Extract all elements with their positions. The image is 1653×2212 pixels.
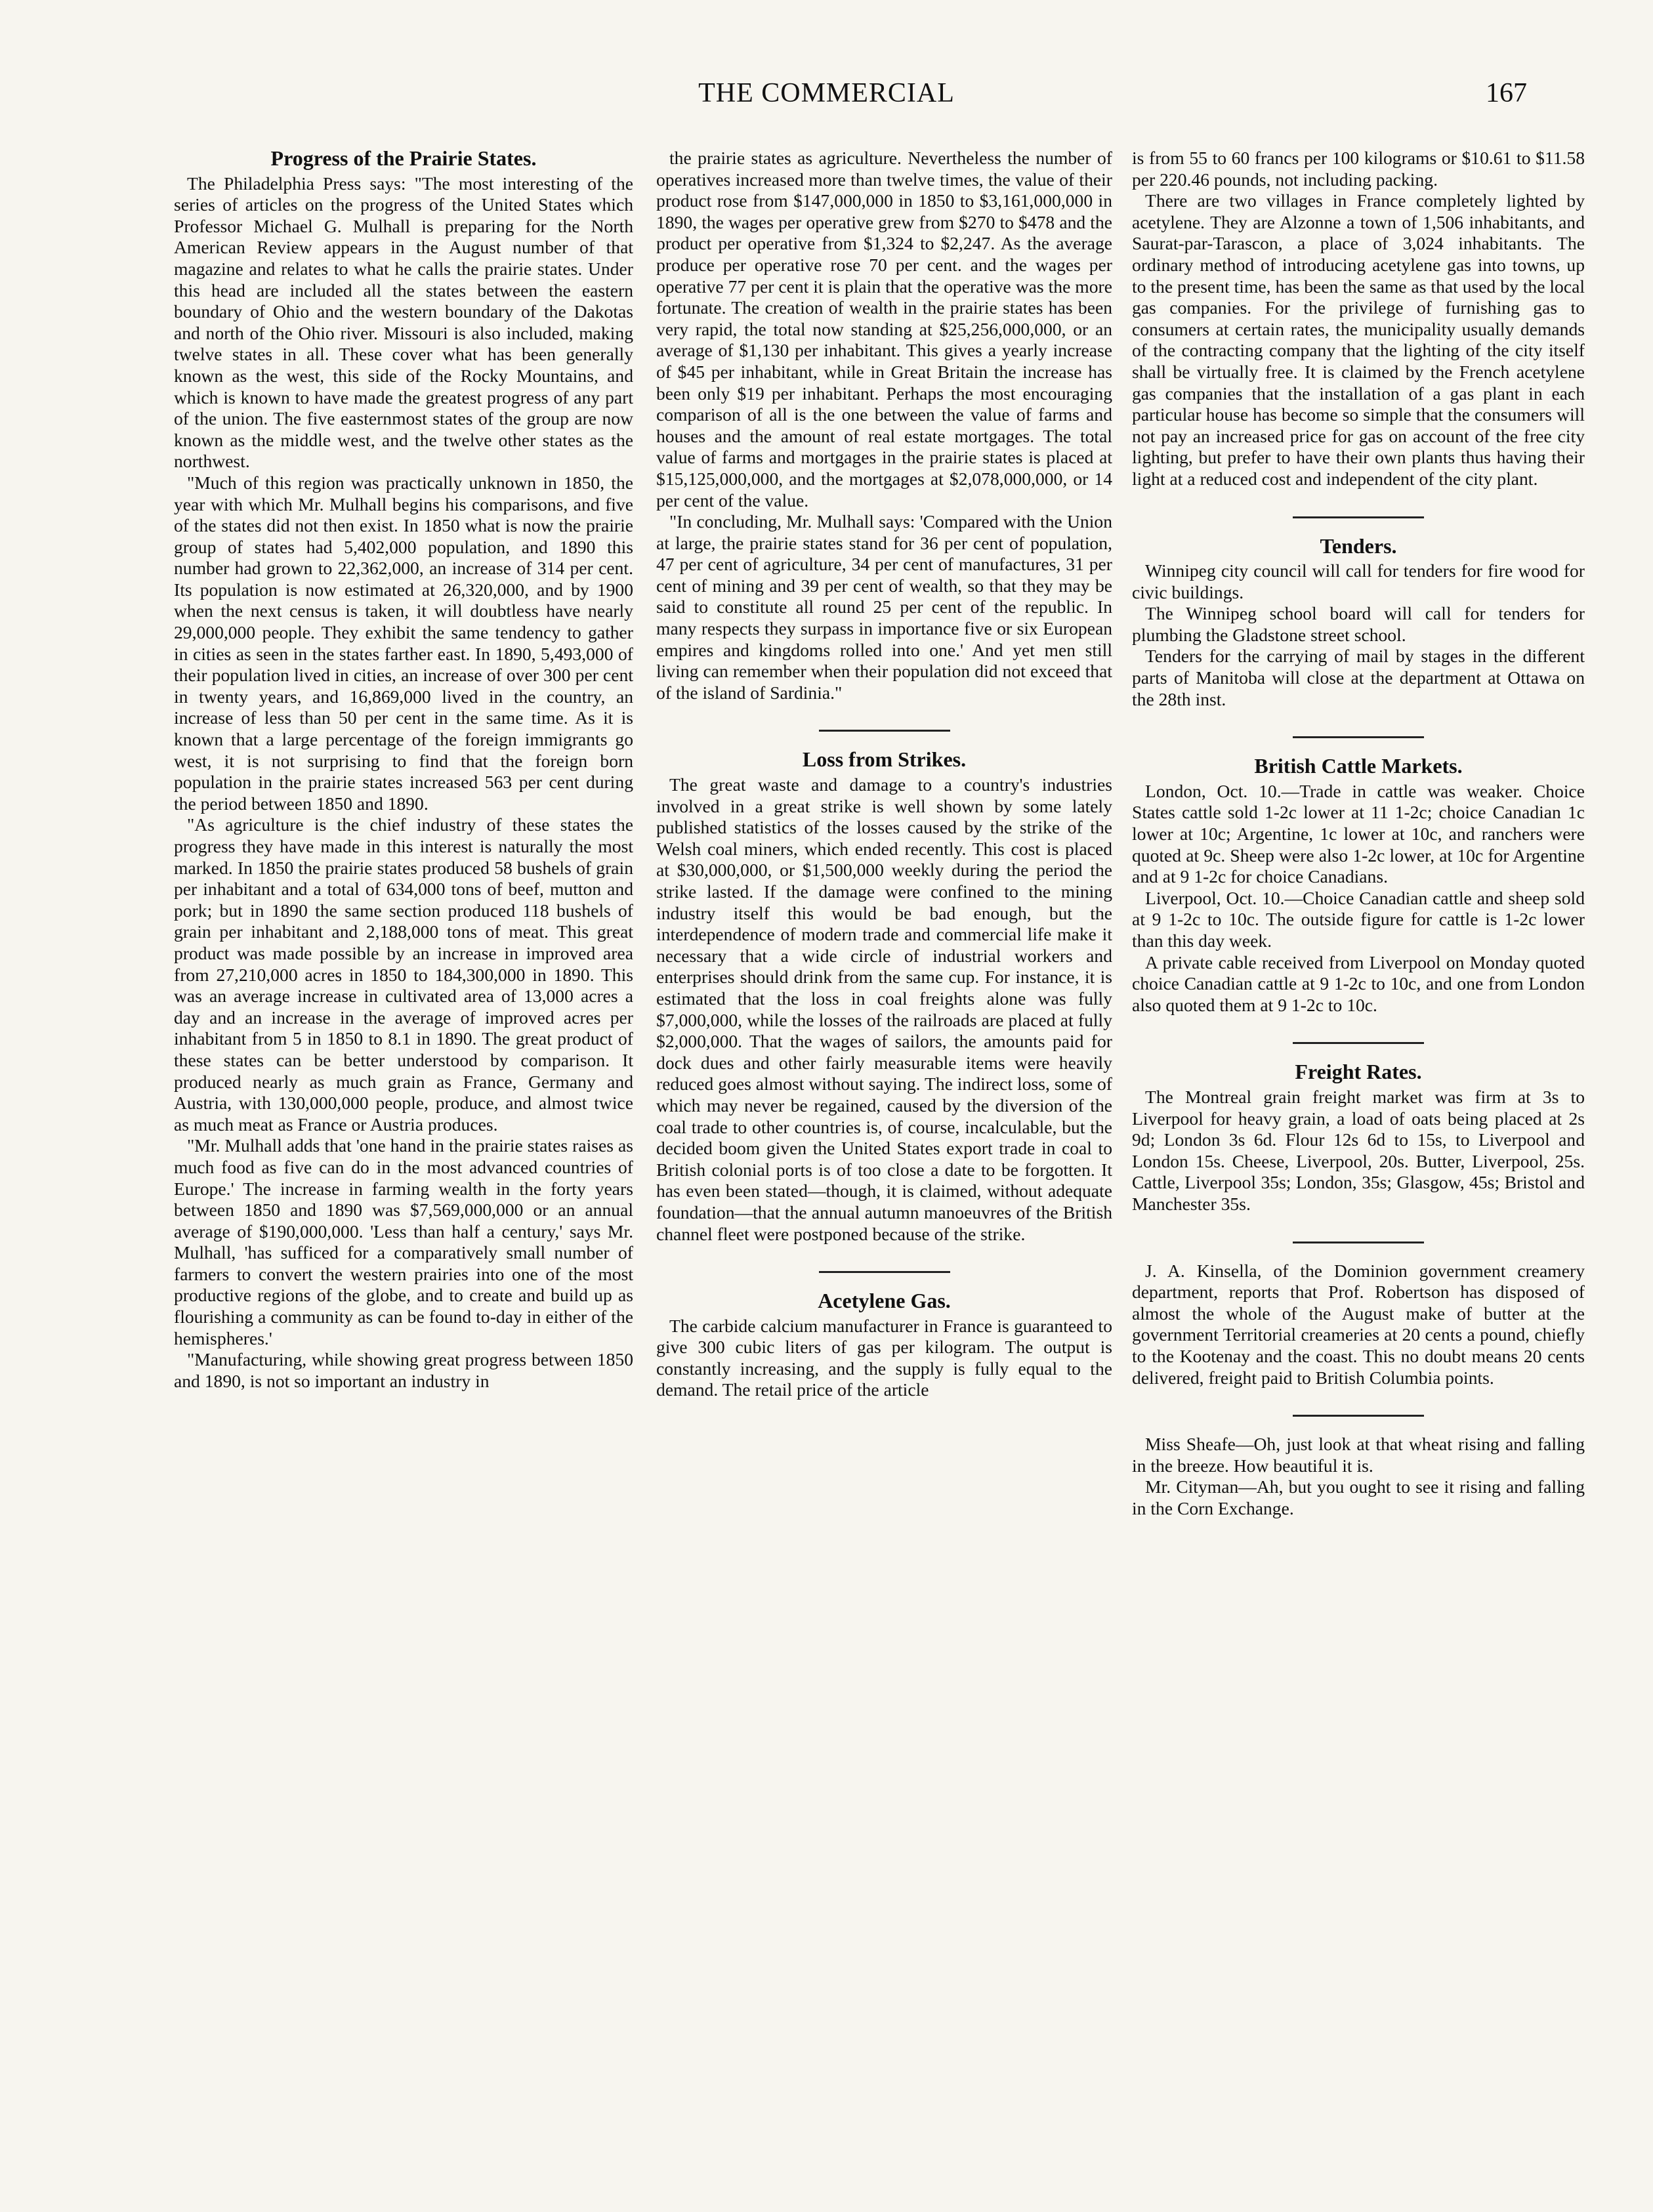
paragraph: The Winnipeg school board will call for tenders for plumbing the Gladstone street school. (1132, 603, 1585, 645)
article-heading-acetylene: Acetylene Gas. (818, 1289, 951, 1313)
article-heading-freight: Freight Rates. (1295, 1060, 1422, 1084)
paragraph: "Much of this region was practically unknown in 1850, the year with which Mr. Mulhall begins his comparisons, and five of the states did not then exist. In 1850 what is now the prairie group of states had 5,402,000 population, and 1890 this number had grown to 22,362,000, an increase of 314 per cent. Its population is now estimated at 26,320,000, and by 1900 when the next census is taken, it will doubtless have nearly 29,000,000 people. They exhibit the same tendency to gather in cities as seen in the states farther east. In 1890, 5,493,000 of their population lived in cities, an increase of over 300 per cent in twenty years, and 16,869,000 lived in the country, an increase of less than 50 per cent in the same time. As it is known that a large percentage of the foreign immigrants go west, it is not surprising to find that the foreign born population in the prairie states increased 563 per cent during the period between 1850 and 1890. (174, 472, 633, 814)
paragraph: The Montreal grain freight market was firm at 3s to Liverpool for heavy grain, a load of oats being placed at 2s 9d; London 3s 6d. Flour 12s 6d to 15s, to Liverpool and London 15s. Cheese, Liverpool, 20s. Butter, Liverpool, 25s. Cattle, Liverpool 35s; London, 35s; Glasgow, 45s; Bristol and Manchester 35s. (1132, 1086, 1585, 1214)
paragraph: There are two villages in France completely lighted by acetylene. They are Alzonne a town of 1,506 inhabitants, and Saurat-par-Tarascon, a place of 3,024 inhabitants. The ordinary method of introducing acetylene gas into towns, up to the present time, has been the same as that used by the local gas companies. For the privilege of furnishing gas to consumers at certain rates, the municipality usually demands of the contracting company that the lighting of the city itself shall be virtually free. It is claimed by the French acetylene gas companies that the installation of a gas plant in each particular house has become so simple that the consumers will not pay an increased price for gas on account of the free city lighting, but prefer to have their own plants thus having their light at a reduced cost and independent of the city plant. (1132, 190, 1585, 489)
paragraph: The great waste and damage to a country's industries involved in a great strike is well shown by some lately published statistics of the losses caused by the strike of the Welsh coal miners, which ended recently. This cost is placed at $30,000,000, or $1,500,000 weekly during the period the strike lasted. If the damage were confined to the mining industry itself this would be bad enough, but the interdependence of modern trade and commercial life make it necessary that a wide circle of industrial workers and enterprises should drink from the same cup. For instance, it is estimated that the loss in coal freights alone was fully $7,000,000, while the losses of the railroads are placed at fully $2,000,000. That the wages of sailors, the amounts paid for dock dues and other fairly measurable items were heavily reduced goes almost without saying. The indirect loss, some of which may never be regained, caused by the diversion of the coal trade to other countries is, of course, incalculable, but the decided boom given the United States export trade in coal to British colonial ports is of too close a date to be forgotten. It has even been stated—though, it is claimed, without adequate foundation—that the annual autumn manoeuvres of the British channel fleet were postponed because of the strike. (656, 774, 1112, 1244)
divider (1293, 1042, 1424, 1044)
paragraph: The carbide calcium manufacturer in France is guaranteed to give 300 cubic liters of gas per kilogram. The output is constantly increasing, and the supply is fully equal to the demand. The retail price of the article (656, 1315, 1112, 1400)
article-heading-prairie: Progress of the Prairie States. (270, 146, 537, 170)
paragraph: Tenders for the carrying of mail by stages in the different parts of Manitoba will close at the department at Ottawa on the 28th inst. (1132, 646, 1585, 709)
paragraph: is from 55 to 60 francs per 100 kilograms or $10.61 to $11.58 per 220.46 pounds, not including packing. (1132, 148, 1585, 190)
column-2 (656, 148, 1112, 1401)
paragraph: "Mr. Mulhall adds that 'one hand in the prairie states raises as much food as five can do in the most advanced countries of Europe.' The increase in farming wealth in the forty years between 1850 and 1890 was $7,569,000,000 or an annual average of $190,000,000. 'Less than half a century,' says Mr. Mulhall, 'has sufficed for a comparatively small number of farmers to convert the western prairies into one of the most productive regions of the globe, and to create and build up as flourishing a community as can be found to-day in either of the hemispheres.' (174, 1135, 633, 1348)
paragraph: "In concluding, Mr. Mulhall says: 'Compared with the Union at large, the prairie states stand for 36 per cent of population, 47 per cent of agriculture, 34 per cent of manufactures, 31 per cent of mining and 39 per cent of wealth, so that they may be said to constitute all round 25 per cent of the republic. In many respects they surpass in importance five or six European empires and kingdoms rolled into one.' And yet men still living can remember when their population did not exceed that of the island of Sardinia." (656, 511, 1112, 703)
article-heading-strikes: Loss from Strikes. (802, 747, 967, 772)
paragraph: J. A. Kinsella, of the Dominion government creamery department, reports that Prof. Robertson has disposed of almost the whole of the August make of butter at the government Territorial creameries at 20 cents a pound, chiefly to the Kootenay and the coast. This no doubt means 20 cents delivered, freight paid to British Columbia points. (1132, 1260, 1585, 1388)
paragraph: Mr. Cityman—Ah, but you ought to see it rising and falling in the Corn Exchange. (1132, 1476, 1585, 1518)
paragraph: A private cable received from Liverpool on Monday quoted choice Canadian cattle at 9 1-2c to 10c, and one from London also quoted them at 9 1-2c to 10c. (1132, 951, 1585, 1015)
divider (1293, 1242, 1424, 1243)
paragraph: Winnipeg city council will call for tenders for fire wood for civic buildings. (1132, 560, 1585, 602)
divider (819, 730, 950, 732)
paragraph: Miss Sheafe—Oh, just look at that wheat rising and falling in the breeze. How beautiful it is. (1132, 1434, 1585, 1476)
divider (1293, 1415, 1424, 1417)
paragraph: The Philadelphia Press says: "The most interesting of the series of articles on the progress of the United States which Professor Michael G. Mulhall is preparing for the North American Review appears in the August number of that magazine and relates to what he calls the prairie states. Under this head are included all the states between the eastern boundary of Ohio and the western boundary of the Dakotas and north of the Ohio river. Missouri is also included, making twelve states in all. These cover what has been generally known as the west, this side of the Rocky Mountains, and which is known to have made the greatest progress of any part of the union. The five easternmost states of the group are now known as the middle west, and the twelve other states as the northwest. (174, 173, 633, 472)
article-heading-tenders: Tenders. (1320, 533, 1397, 558)
article-heading-cattle: British Cattle Markets. (1254, 754, 1463, 778)
publication-title: THE COMMERCIAL (698, 78, 955, 108)
paragraph: "As agriculture is the chief industry of these states the progress they have made in this interest is naturally the most marked. In 1850 the prairie states produced 58 bushels of grain per inhabitant and a total of 634,000 tons of beef, mutton and pork; but in 1890 the same section produced 118 bushels of grain per inhabitant and 2,188,000 tons of meat. This great product was made possible by an increase in improved area from 27,210,000 acres in 1850 to 184,300,000 in 1890. This was an average increase in cultivated area of 13,000 acres a day and an increase in the average of improved acres per inhabitant from 5 in 1850 to 8.1 in 1890. The great product of these states can be better understood by comparison. It produced nearly as much grain as France, Germany and Austria, with 130,000,000 people, produce, and almost twice as much meat as France or Austria produces. (174, 814, 633, 1135)
column-3 (1132, 148, 1585, 1519)
paragraph: Liverpool, Oct. 10.—Choice Canadian cattle and sheep sold at 9 1-2c to 10c. The outside figure for cattle is 1-2c lower than this day week. (1132, 887, 1585, 951)
divider (819, 1271, 950, 1273)
divider (1293, 736, 1424, 738)
page-header (0, 77, 1653, 117)
divider (1293, 516, 1424, 518)
column-1 (174, 148, 633, 1392)
page-number: 167 (1486, 78, 1527, 108)
paragraph: "Manufacturing, while showing great progress between 1850 and 1890, is not so important an industry in (174, 1349, 633, 1391)
paragraph: London, Oct. 10.—Trade in cattle was weaker. Choice States cattle sold 1-2c lower at 11 1-2c; choice Canadian 1c lower at 10c; Argentine, 1c lower at 10c, and ranchers were quoted at 9c. Sheep were also 1-2c lower, at 10c for Argentine and at 9 1-2c for choice Canadians. (1132, 780, 1585, 887)
paragraph: the prairie states as agriculture. Nevertheless the number of operatives increased more than twelve times, the value of their product rose from $147,000,000 in 1850 to $3,161,000,000 in 1890, the wages per operative grew from $270 to $478 and the product per operative from $1,324 to $2,247. As the average produce per operative rose 70 per cent. and the wages per operative 77 per cent it is plain that the operative was the more fortunate. The creation of wealth in the prairie states has been very rapid, the total now standing at $25,256,000,000, or an average of $1,130 per inhabitant. This gives a yearly increase of $45 per inhabitant, while in Great Britain the increase has been only $19 per inhabitant. Perhaps the most encouraging comparison of all is the one between the value of farms and houses and the amount of real estate mortgages. The total value of farms and mortgages in the prairie states is placed at $15,125,000,000, and the mortgages at $2,078,000,000, or 14 per cent of the value. (656, 148, 1112, 511)
